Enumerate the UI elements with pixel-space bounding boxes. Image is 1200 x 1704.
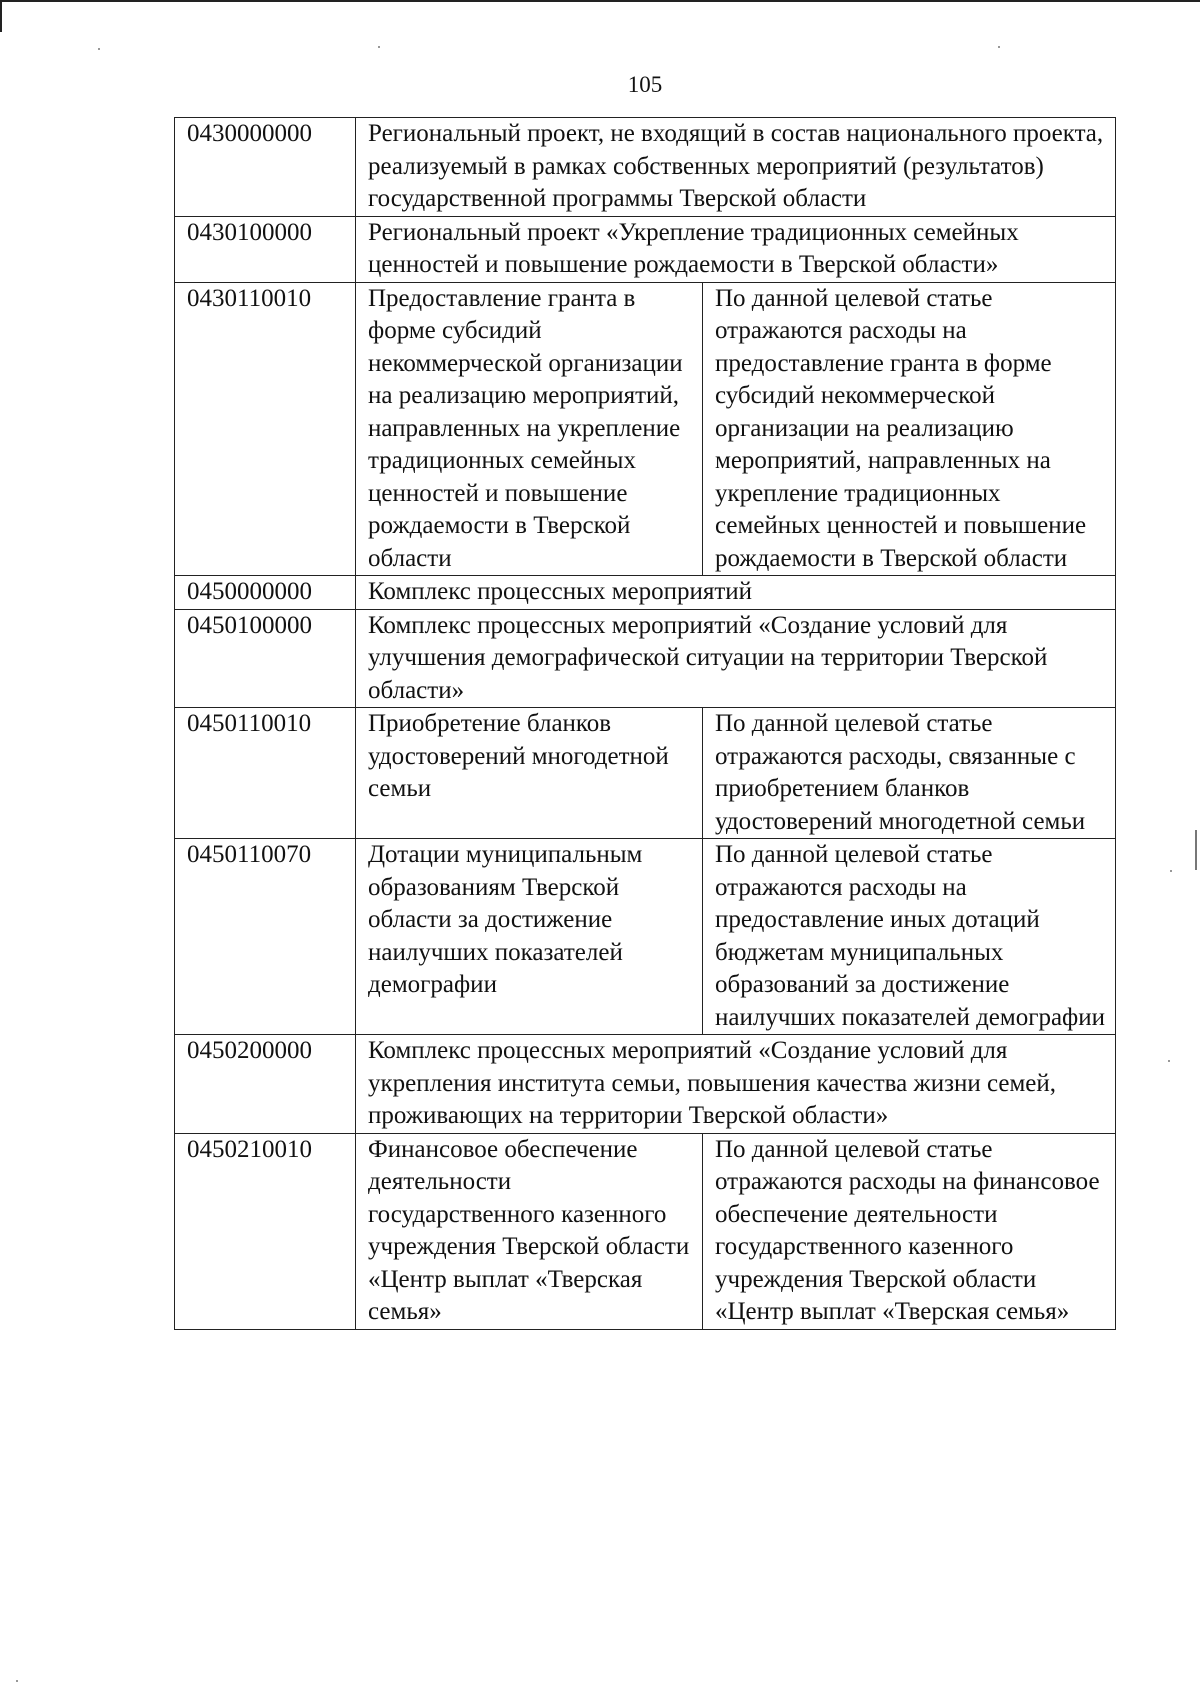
name-cell: Региональный проект, не входящий в состав национального проекта, реализуемый в рамках собственных мероприятий (результатов) государственной программы Тверской области xyxy=(356,118,1116,217)
scan-edge-top xyxy=(0,0,1200,2)
name-cell: Финансовое обеспечение деятельности государственного казенного учреждения Тверской области «Центр выплат «Тверская семья» xyxy=(356,1133,703,1329)
description-cell: По данной целевой статье отражаются расходы на предоставление гранта в форме субсидий некоммерческой организации на реализацию мероприятий, направленных на укрепление традиционных семейных ценностей и повышение рождаемости в Тверской области xyxy=(703,282,1116,576)
code-cell: 0430100000 xyxy=(175,216,356,282)
scan-speck xyxy=(98,48,100,50)
scan-speck xyxy=(998,46,1000,48)
table-row xyxy=(175,839,1116,1035)
table-row xyxy=(175,708,1116,839)
scan-speck xyxy=(1168,1060,1170,1062)
scan-speck xyxy=(16,1680,18,1682)
table-row xyxy=(175,576,1116,610)
scan-speck xyxy=(1170,870,1172,872)
description-cell: По данной целевой статье отражаются расходы, связанные с приобретением бланков удостоверений многодетной семьи xyxy=(703,708,1116,839)
code-cell: 0450110010 xyxy=(175,708,356,839)
name-cell: Комплекс процессных мероприятий xyxy=(356,576,1116,610)
name-cell: Приобретение бланков удостоверений многодетной семьи xyxy=(356,708,703,839)
scan-speck xyxy=(378,46,380,48)
code-cell: 0450100000 xyxy=(175,609,356,708)
code-cell: 0430000000 xyxy=(175,118,356,217)
table-row xyxy=(175,282,1116,576)
table-row xyxy=(175,609,1116,708)
code-cell: 0450000000 xyxy=(175,576,356,610)
name-cell: Региональный проект «Укрепление традиционных семейных ценностей и повышение рождаемости в Тверской области» xyxy=(356,216,1116,282)
name-cell: Комплекс процессных мероприятий «Создание условий для улучшения демографической ситуации на территории Тверской области» xyxy=(356,609,1116,708)
table-row xyxy=(175,1035,1116,1134)
description-cell: По данной целевой статье отражаются расходы на предоставление иных дотаций бюджетам муниципальных образований за достижение наилучших показателей демографии xyxy=(703,839,1116,1035)
code-cell: 0430110010 xyxy=(175,282,356,576)
table-row xyxy=(175,118,1116,217)
code-cell: 0450210010 xyxy=(175,1133,356,1329)
name-cell: Предоставление гранта в форме субсидий некоммерческой организации на реализацию мероприятий, направленных на укрепление традиционных семейных ценностей и повышение рождаемости в Тверской области xyxy=(356,282,703,576)
code-cell: 0450110070 xyxy=(175,839,356,1035)
table-row xyxy=(175,1133,1116,1329)
description-cell: По данной целевой статье отражаются расходы на финансовое обеспечение деятельности государственного казенного учреждения Тверской области «Центр выплат «Тверская семья» xyxy=(703,1133,1116,1329)
name-cell: Комплекс процессных мероприятий «Создание условий для укрепления института семьи, повышения качества жизни семей, проживающих на территории Тверской области» xyxy=(356,1035,1116,1134)
scan-edge-left xyxy=(0,0,2,32)
target-articles-table xyxy=(174,117,1116,1330)
page-number: 105 xyxy=(627,72,663,97)
table-row xyxy=(175,216,1116,282)
name-cell: Дотации муниципальным образованиям Тверской области за достижение наилучших показателей демографии xyxy=(356,839,703,1035)
code-cell: 0450200000 xyxy=(175,1035,356,1134)
scan-speck xyxy=(1195,830,1197,870)
